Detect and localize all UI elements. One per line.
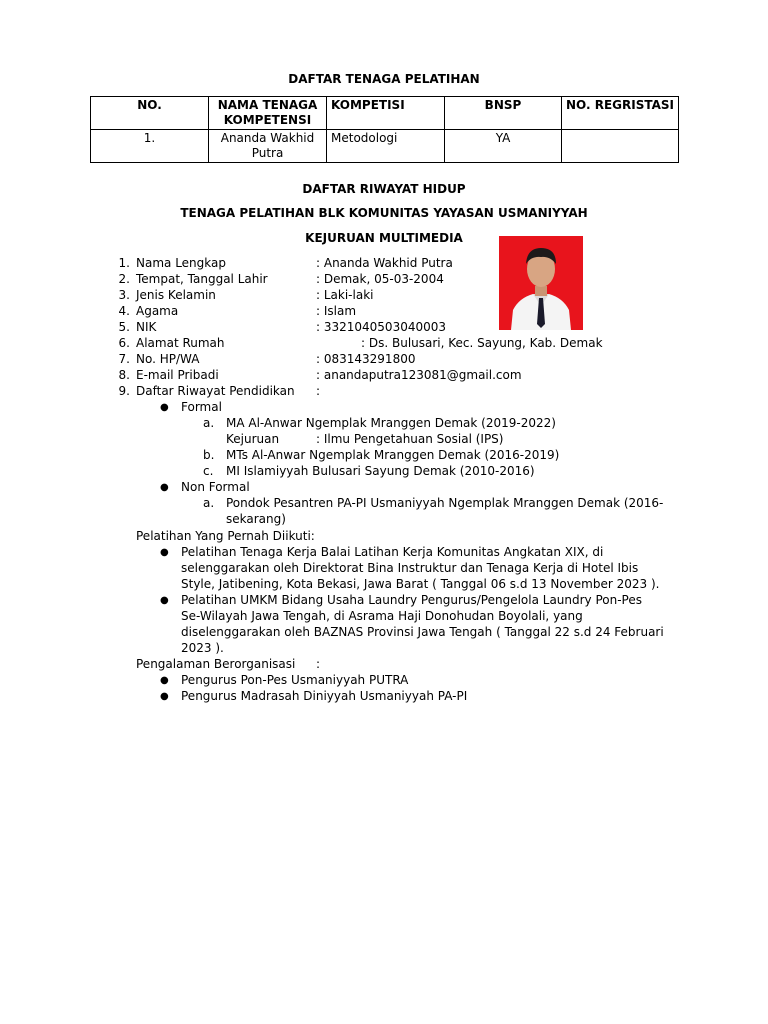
bullet-icon: ● [160,675,169,686]
training-label: Pelatihan Yang Pernah Diikuti: [136,529,315,543]
header-name: NAMA TENAGA KOMPETENSI [209,97,327,130]
field-label: Nama Lengkap [136,256,226,270]
cell-competency: Metodologi [327,130,445,163]
field-label: Jenis Kelamin [136,288,216,302]
bullet-icon: ● [160,482,169,493]
cv-subtitle-program: KEJURUAN MULTIMEDIA [305,231,463,245]
field-label: NIK [136,320,157,334]
cell-registration [562,130,679,163]
header-registration: NO. REGRISTASI [562,97,679,130]
person-portrait-icon [499,236,583,330]
list-item: MA Al-Anwar Ngemplak Mranggen Demak (2019-2022) [226,416,556,430]
cv-subtitle: TENAGA PELATIHAN BLK KOMUNITAS YAYASAN USMANIYYAH [180,206,588,220]
field-label: Daftar Riwayat Pendidikan [136,384,295,398]
bullet-icon: ● [160,402,169,413]
field-value: : Islam [316,304,357,318]
list-letter: b. [203,448,215,462]
organization-label: Pengalaman Berorganisasi [136,657,296,671]
list-item: Pondok Pesantren PA-PI Usmaniyyah Ngemplak Mranggen Demak (2016- [226,496,664,510]
field-value: : Ds. Bulusari, Kec. Sayung, Kab. Demak [361,336,603,350]
kejuruan-value: : Ilmu Pengetahuan Sosial (IPS) [316,432,504,446]
cell-name: Ananda Wakhid Putra [209,130,327,163]
profile-photo [499,236,583,330]
list-letter: a. [203,496,215,510]
field-value: : [316,384,321,398]
cv-title: DAFTAR RIWAYAT HIDUP [302,182,466,196]
field-label: Tempat, Tanggal Lahir [136,272,268,286]
field-value: : 3321040503040003 [316,320,447,334]
training-item-line: diselenggarakan oleh BAZNAS Provinsi Jawa Tengah ( Tanggal 22 s.d 24 Februari [181,625,664,639]
kejuruan-label: Kejuruan [226,432,280,446]
cell-bnsp: YA [445,130,562,163]
header-no: NO. [91,97,209,130]
list-letter: c. [203,464,214,478]
header-bnsp: BNSP [445,97,562,130]
document-page: DAFTAR TENAGA PELATIHAN NO. NAMA TENAGA KOMPETENSI KOMPETISI BNSP NO. REGRISTASI 1. Ananda Wakhid Putra Metodologi YA DAFTAR RIWAYAT HIDUP TENAGA PELATIHAN BLK KOMUNITAS YAYASAN USMANIYYAH KEJURUAN MULTIMEDIA 1. Nama Lengkap : Ananda Wakhid Putra 2. Tempat, Tanggal Lahir : Demak, 05-03-2004 3. Jenis Kelamin : Laki-laki 4. Agama : Islam 5. NIK : 3321040503040003 6. Alamat Rumah : Ds. Bulusari, Kec. Sayung, Kab. Demak 7. No. HP/WA : 083143291800 8. E-mail Pribadi : anandaputra123081@gmail.com 9. Daftar Riwayat Pendidikan : ● Formal a. MA Al-Anwar Ngemplak Mranggen Demak (2019-2022) Kejuruan : Ilmu Pengetahuan Sosial (IPS) b. MTs Al-Anwar Ngemplak Mranggen Demak (2016-2019) c. MI Islamiyyah Bulusari Sayung Demak (2010-2016) ● Non Formal a. Pondok Pesantren PA-PI Usmaniyyah Ngemplak Mranggen Demak (2016- sekarang) Pelatihan Yang Pernah Diikuti: ● Pelatihan Tenaga Kerja Balai Latihan Kerja Komunitas Angkatan XIX, di selenggarakan oleh Direktorat Bina Instruktur dan Tenaga Kerja di Hotel Ibis Style, Jatibening, Kota Bekasi, Jawa Barat ( Tanggal 06 s.d 13 November 2023 ). ● Pelatihan UMKM Bidang Usaha Laundry Pengurus/Pengelola Laundry Pon-Pes Se-Wilayah Jawa Tengah, di Asrama Haji Donohudan Boyolali, yang diselenggarakan oleh BAZNAS Provinsi Jawa Tengah ( Tanggal 22 s.d 24 Februari 2023 ). Pengalaman Berorganisasi : ● Pengurus Pon-Pes Usmaniyyah PUTRA ● Pengurus Madrasah Diniyyah Usmaniyyah PA-PI [0,0,768,1024]
cell-no: 1. [91,130,209,163]
header-competency: KOMPETISI [327,97,445,130]
training-item-line: 2023 ). [181,641,224,655]
table-header-row [91,97,679,130]
organization-colon: : [316,657,321,671]
list-letter: a. [203,416,215,430]
training-staff-table [90,96,679,163]
training-item-line: Style, Jatibening, Kota Bekasi, Jawa Barat ( Tanggal 06 s.d 13 November 2023 ). [181,577,660,591]
list-item-continued: sekarang) [226,512,286,526]
training-item-line: Se-Wilayah Jawa Tengah, di Asrama Haji Donohudan Boyolali, yang [181,609,583,623]
field-value: : Demak, 05-03-2004 [316,272,444,286]
field-value: : 083143291800 [316,352,416,366]
bullet-icon: ● [160,595,169,606]
bullet-icon: ● [160,547,169,558]
training-item-line: Pelatihan UMKM Bidang Usaha Laundry Pengurus/Pengelola Laundry Pon-Pes [181,593,642,607]
table-title: DAFTAR TENAGA PELATIHAN [288,72,480,86]
nonformal-label: Non Formal [181,480,250,494]
field-value: : Ananda Wakhid Putra [316,256,453,270]
list-item: MI Islamiyyah Bulusari Sayung Demak (2010-2016) [226,464,535,478]
list-item: MTs Al-Anwar Ngemplak Mranggen Demak (2016-2019) [226,448,560,462]
training-item-line: selenggarakan oleh Direktorat Bina Instruktur dan Tenaga Kerja di Hotel Ibis [181,561,639,575]
field-value: : Laki-laki [316,288,374,302]
training-item-line: Pelatihan Tenaga Kerja Balai Latihan Kerja Komunitas Angkatan XIX, di [181,545,604,559]
organization-item: Pengurus Madrasah Diniyyah Usmaniyyah PA-PI [181,689,468,703]
field-label: E-mail Pribadi [136,368,219,382]
field-label: No. HP/WA [136,352,200,366]
field-label: Agama [136,304,179,318]
field-value: : anandaputra123081@gmail.com [316,368,522,382]
organization-item: Pengurus Pon-Pes Usmaniyyah PUTRA [181,673,409,687]
formal-label: Formal [181,400,222,414]
table-row [91,130,679,163]
field-label: Alamat Rumah [136,336,225,350]
bullet-icon: ● [160,691,169,702]
